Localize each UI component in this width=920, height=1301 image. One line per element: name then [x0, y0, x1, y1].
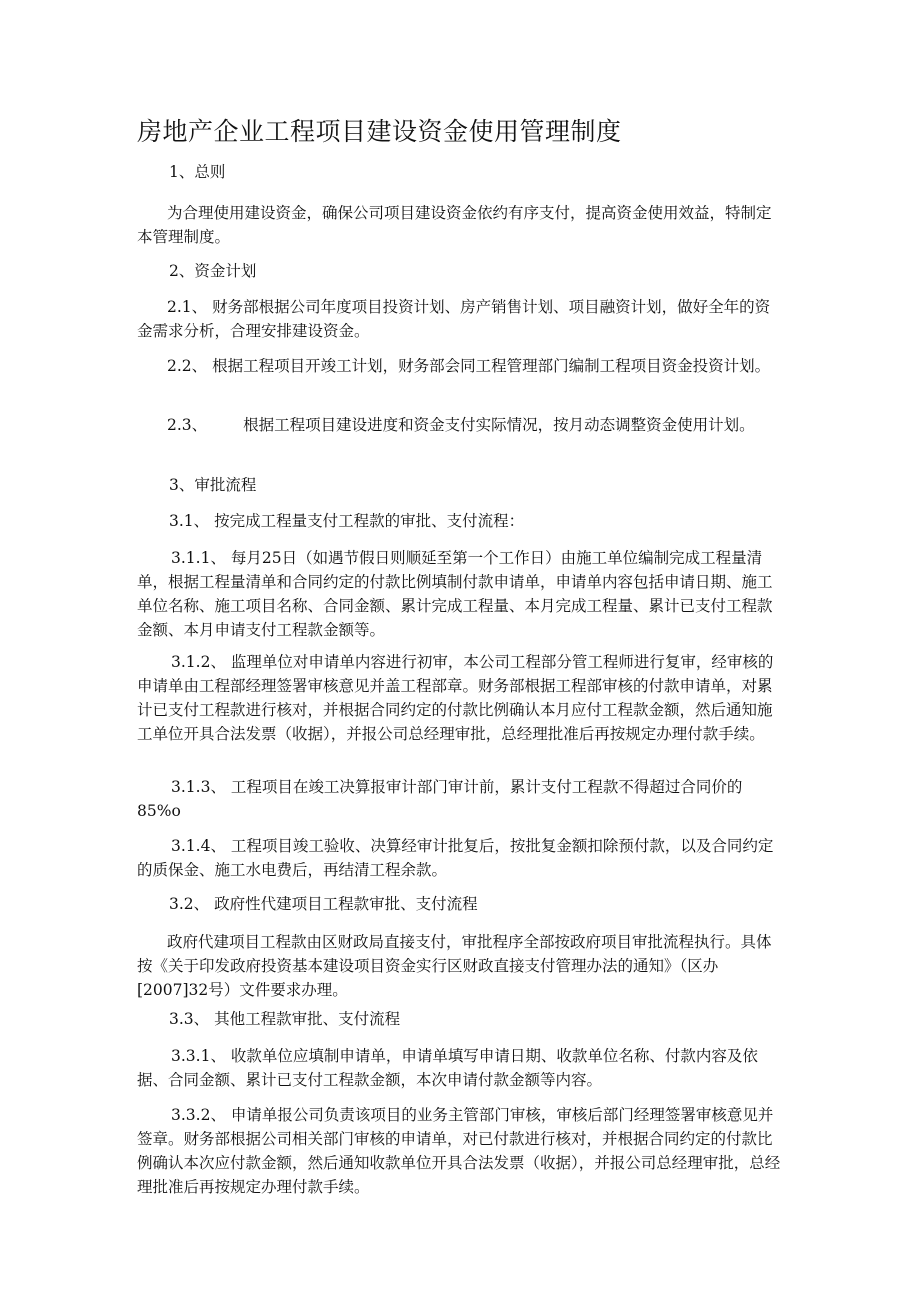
- section-2-3-paragraph: [137, 413, 782, 437]
- section-3-3-2-paragraph: 3.3.2、 申请单报公司负责该项目的业务主管部门审核，审核后部门经理签署审核意见并签章。财务部根据公司相关部门审核的申请单，对已付款进行核对，并根据合同约定的付款比例确认本次应付款金额，然后通知收款单位开具合法发票（收据），并报公司总经理审批，总经理批准后再按规定办理付款手续。: [137, 1106, 781, 1196]
- document-title: 房地产企业工程项目建设资金使用管理制度: [137, 117, 622, 146]
- section-3-1-2-paragraph: 3.1.2、 监理单位对申请单内容进行初审，本公司工程部分管工程师进行复审，经审核的申请单由工程部经理签署审核意见并盖工程部章。财务部根据工程部审核的付款申请单，对累计已支付工程款进行核对，并根据合同约定的付款比例确认本月应付工程款金额，然后通知施工单位开具合法发票（收据），并报公司总经理审批，总经理批准后再按规定办理付款手续。: [137, 653, 774, 743]
- section-3-3-1-paragraph: 3.3.1、 收款单位应填制申请单，申请单填写申请日期、收款单位名称、付款内容及依据、合同金额、累计已支付工程款金额，本次申请付款金额等内容。: [137, 1047, 758, 1089]
- section-3-1-3-paragraph: 3.1.3、 工程项目在竣工决算报审计部门审计前，累计支付工程款不得超过合同价的85%o: [137, 778, 743, 820]
- section-2-3-text: 根据工程项目建设进度和资金支付实际情况，按月动态调整资金使用计划。: [243, 416, 755, 434]
- section-3-3-heading: 3.3、 其他工程款审批、支付流程: [169, 1010, 401, 1028]
- section-3-2-paragraph: 政府代建项目工程款由区财政局直接支付，审批程序全部按政府项目审批流程执行。具体按《关于印发政府投资基本建设项目资金实行区财政直接支付管理办法的通知》（区办[2007]32号）文件要求办理。: [137, 933, 772, 999]
- section-3-heading: 3、审批流程: [169, 476, 257, 494]
- section-3-1-heading: 3.1、 按完成工程量支付工程款的审批、支付流程：: [169, 512, 525, 530]
- section-3-1-4-paragraph: 3.1.4、 工程项目竣工验收、决算经审计批复后，按批复金额扣除预付款，以及合同约定的质保金、施工水电费后，再结清工程余款。: [137, 837, 774, 879]
- section-3-2-heading: 3.2、 政府性代建项目工程款审批、支付流程: [169, 895, 478, 913]
- section-2-1-paragraph: 2.1、 财务部根据公司年度项目投资计划、房产销售计划、项目融资计划，做好全年的资金需求分析，合理安排建设资金。: [137, 298, 771, 340]
- section-1-paragraph: 为合理使用建设资金，确保公司项目建设资金依约有序支付，提高资金使用效益，特制定本管理制度。: [137, 204, 772, 246]
- section-2-3-number: 2.3、: [167, 416, 208, 434]
- section-3-1-1-paragraph: 3.1.1、 每月25日（如遇节假日则顺延至第一个工作日）由施工单位编制完成工程量清单，根据工程量清单和合同约定的付款比例填制付款申请单，申请单内容包括申请日期、施工单位名称、施工项目名称、合同金额、累计完成工程量、本月完成工程量、累计已支付工程款金额、本月申请支付工程款金额等。: [137, 549, 773, 639]
- section-1-heading: 1、总则: [169, 163, 226, 181]
- section-2-2-paragraph: 2.2、 根据工程项目开竣工计划，财务部会同工程管理部门编制工程项目资金投资计划。: [167, 357, 771, 375]
- section-2-heading: 2、资金计划: [169, 262, 257, 280]
